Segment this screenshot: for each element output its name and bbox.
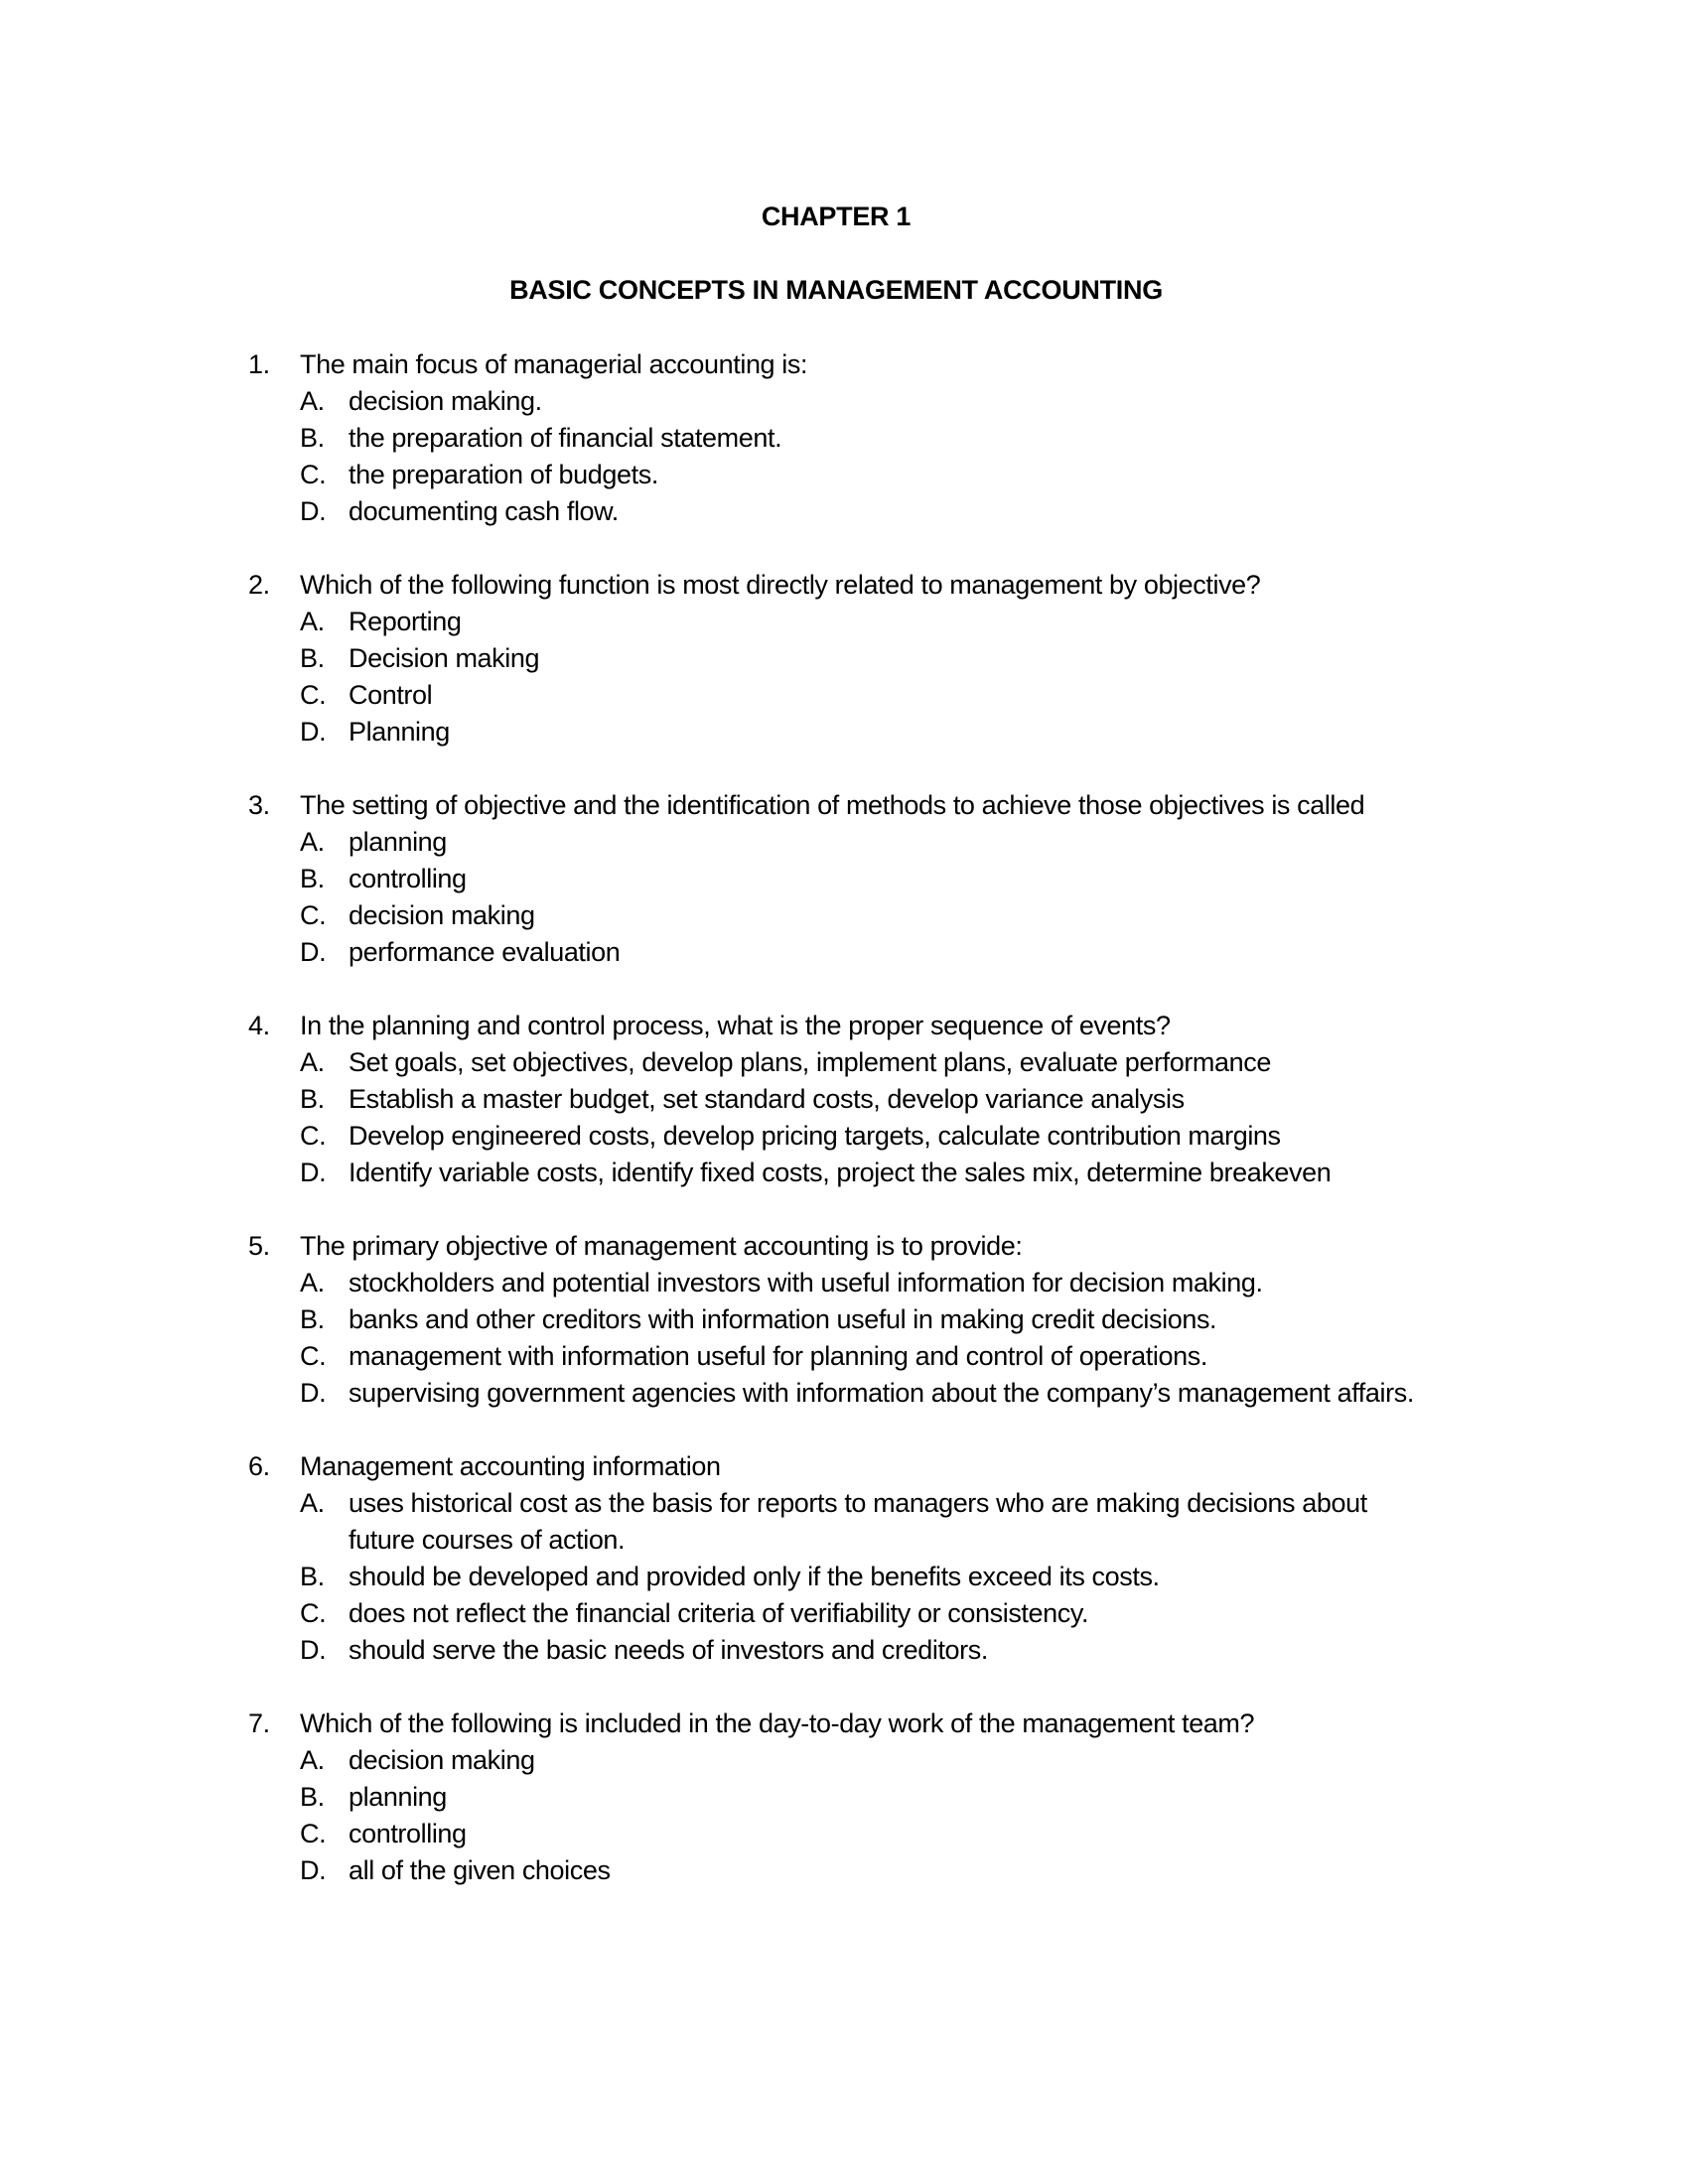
question-6 — [248, 1448, 1440, 1669]
question-1 — [248, 346, 1440, 530]
option-text: decision making. — [349, 386, 542, 416]
option-list — [300, 383, 1440, 530]
option-text: documenting cash flow. — [349, 496, 619, 526]
option-text: stockholders and potential investors with useful information for decision making. — [349, 1268, 1263, 1297]
option-text: Identify variable costs, identify fixed costs, project the sales mix, determine breakeven — [349, 1158, 1332, 1187]
option-letter: C. — [300, 460, 327, 489]
option-a — [300, 824, 1440, 861]
option-c — [300, 1338, 1440, 1375]
option-list — [300, 1485, 1440, 1669]
option-list — [300, 1265, 1440, 1412]
option-text: Develop engineered costs, develop pricing targets, calculate contribution margins — [349, 1121, 1281, 1151]
option-c — [300, 457, 1440, 493]
option-letter: B. — [300, 1782, 325, 1812]
option-d — [300, 1155, 1440, 1191]
option-text: decision making — [349, 900, 535, 930]
option-list — [300, 824, 1440, 971]
chapter-subtitle: BASIC CONCEPTS IN MANAGEMENT ACCOUNTING — [509, 275, 1163, 305]
question-text: Which of the following is included in the day-to-day work of the management team? — [300, 1708, 1255, 1738]
option-d — [300, 714, 1440, 751]
option-letter: D. — [300, 1635, 327, 1665]
question-2 — [248, 567, 1440, 751]
option-text: all of the given choices — [349, 1855, 611, 1885]
option-d — [300, 1852, 1440, 1889]
option-letter: C. — [300, 900, 327, 930]
option-letter: A. — [300, 1488, 325, 1518]
option-a — [300, 383, 1440, 420]
option-d — [300, 493, 1440, 530]
option-text: Establish a master budget, set standard costs, develop variance analysis — [349, 1084, 1185, 1114]
option-a — [300, 1265, 1440, 1301]
question-text: The setting of objective and the identification of methods to achieve those objectives is called — [300, 790, 1365, 820]
option-c — [300, 677, 1440, 714]
option-list — [300, 604, 1440, 751]
option-d — [300, 934, 1440, 971]
question-number: 1. — [248, 349, 270, 379]
question-list — [248, 346, 1440, 1926]
option-text: management with information useful for planning and control of operations. — [349, 1341, 1207, 1371]
option-b — [300, 1081, 1440, 1118]
option-b — [300, 1779, 1440, 1816]
option-letter: D. — [300, 1378, 327, 1408]
option-letter: D. — [300, 937, 327, 967]
option-letter: D. — [300, 1855, 327, 1885]
option-letter: D. — [300, 1158, 327, 1187]
option-letter: C. — [300, 1819, 327, 1848]
option-text: controlling — [349, 864, 467, 893]
question-number: 4. — [248, 1011, 270, 1040]
option-letter: D. — [300, 717, 327, 747]
option-letter: A. — [300, 607, 325, 636]
option-a — [300, 1044, 1440, 1081]
option-letter: B. — [300, 423, 325, 453]
question-7 — [248, 1706, 1440, 1889]
option-text: planning — [349, 1782, 447, 1812]
question-number: 3. — [248, 790, 270, 820]
option-text: uses historical cost as the basis for reports to managers who are making decisions about future courses of action. — [349, 1488, 1367, 1555]
option-text: Control — [349, 680, 433, 710]
option-letter: B. — [300, 1084, 325, 1114]
option-b — [300, 1301, 1440, 1338]
option-a — [300, 1742, 1440, 1779]
option-text: banks and other creditors with information useful in making credit decisions. — [349, 1304, 1217, 1334]
option-letter: A. — [300, 1745, 325, 1775]
option-c — [300, 1816, 1440, 1852]
question-number: 7. — [248, 1708, 270, 1738]
option-letter: B. — [300, 1304, 325, 1334]
option-text: controlling — [349, 1819, 467, 1848]
question-3 — [248, 787, 1440, 971]
option-text: performance evaluation — [349, 937, 621, 967]
option-letter: D. — [300, 496, 327, 526]
option-letter: C. — [300, 1598, 327, 1628]
option-letter: A. — [300, 1047, 325, 1077]
option-letter: B. — [300, 864, 325, 893]
option-c — [300, 1595, 1440, 1632]
option-text: planning — [349, 827, 447, 857]
option-text: should be developed and provided only if the benefits exceed its costs. — [349, 1562, 1160, 1591]
option-letter: A. — [300, 827, 325, 857]
question-text: Which of the following function is most directly related to management by objective? — [300, 570, 1261, 600]
option-b — [300, 420, 1440, 457]
option-text: Set goals, set objectives, develop plans, implement plans, evaluate performance — [349, 1047, 1271, 1077]
option-text: does not reflect the financial criteria of verifiability or consistency. — [349, 1598, 1089, 1628]
option-b — [300, 1559, 1440, 1595]
option-b — [300, 861, 1440, 897]
question-4 — [248, 1008, 1440, 1191]
question-number: 5. — [248, 1231, 270, 1261]
option-text: Decision making — [349, 643, 540, 673]
option-letter: B. — [300, 1562, 325, 1591]
option-letter: C. — [300, 680, 327, 710]
option-letter: C. — [300, 1121, 327, 1151]
question-text: The primary objective of management accounting is to provide: — [300, 1231, 1023, 1261]
option-d — [300, 1632, 1440, 1669]
question-text: Management accounting information — [300, 1451, 721, 1481]
question-text: The main focus of managerial accounting is: — [300, 349, 808, 379]
option-text: decision making — [349, 1745, 535, 1775]
option-letter: B. — [300, 643, 325, 673]
option-letter: A. — [300, 386, 325, 416]
option-text: the preparation of financial statement. — [349, 423, 782, 453]
question-5 — [248, 1228, 1440, 1412]
question-number: 6. — [248, 1451, 270, 1481]
chapter-title: CHAPTER 1 — [761, 202, 912, 231]
option-b — [300, 640, 1440, 677]
question-number: 2. — [248, 570, 270, 600]
option-text: the preparation of budgets. — [349, 460, 658, 489]
option-d — [300, 1375, 1440, 1412]
option-text: Reporting — [349, 607, 462, 636]
option-text: supervising government agencies with information about the company’s management affairs. — [349, 1378, 1414, 1408]
option-a — [300, 604, 1440, 640]
option-text: Planning — [349, 717, 450, 747]
option-list — [300, 1044, 1440, 1191]
option-text: should serve the basic needs of investors and creditors. — [349, 1635, 988, 1665]
option-list — [300, 1742, 1440, 1889]
option-c — [300, 1118, 1440, 1155]
option-c — [300, 897, 1440, 934]
question-text: In the planning and control process, what is the proper sequence of events? — [300, 1011, 1171, 1040]
option-a — [300, 1485, 1440, 1559]
option-letter: C. — [300, 1341, 327, 1371]
option-letter: A. — [300, 1268, 325, 1297]
